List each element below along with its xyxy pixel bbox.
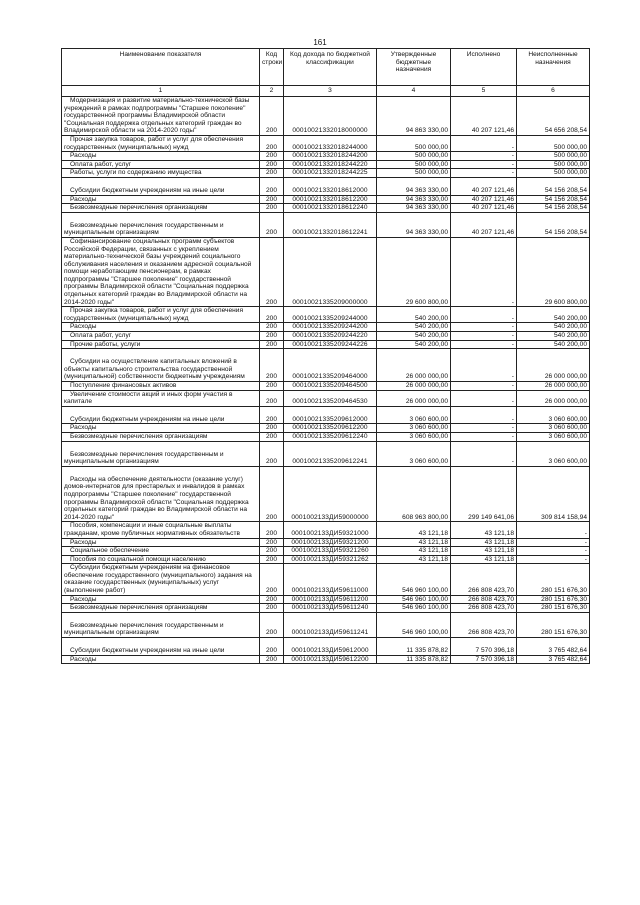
approved-amount-cell: 3 060 600,00 [377, 424, 451, 433]
table-row [62, 97, 590, 136]
unexecuted-amount-cell: 500 000,00 [517, 152, 590, 161]
table-row [62, 406, 590, 424]
budget-code-cell: 0001002133ДИ59612000 [284, 638, 377, 656]
executed-amount-cell: - [451, 332, 517, 341]
line-code-cell: 200 [260, 655, 284, 664]
executed-amount-cell: - [451, 424, 517, 433]
unexecuted-amount-cell: 29 600 800,00 [517, 237, 590, 306]
line-code-cell: 200 [260, 135, 284, 151]
budget-execution-table [61, 48, 590, 664]
indicator-name-cell [62, 152, 260, 161]
line-code-cell: 200 [260, 390, 284, 406]
unexecuted-amount-cell: 54 156 208,54 [517, 195, 590, 204]
column-number: 6 [517, 86, 590, 97]
indicator-name-text: Поступление финансовых активов [70, 382, 177, 389]
table-row [62, 522, 590, 538]
line-code-cell: 200 [260, 564, 284, 595]
unexecuted-amount-cell: 26 000 000,00 [517, 390, 590, 406]
column-number: 2 [260, 86, 284, 97]
approved-amount-cell: 3 060 600,00 [377, 432, 451, 441]
approved-amount-cell: 94 363 330,00 [377, 177, 451, 195]
approved-amount-cell: 3 060 600,00 [377, 406, 451, 424]
approved-amount-cell: 94 363 330,00 [377, 195, 451, 204]
table-header-row [62, 49, 590, 86]
budget-code-cell: 0001002133ДИ59321262 [284, 555, 377, 564]
indicator-name-cell [62, 564, 260, 595]
indicator-name-cell [62, 655, 260, 664]
line-code-cell: 200 [260, 97, 284, 136]
indicator-name-cell [62, 555, 260, 564]
unexecuted-amount-cell: 540 200,00 [517, 307, 590, 323]
executed-amount-cell: 7 570 396,18 [451, 638, 517, 656]
line-code-cell: 200 [260, 237, 284, 306]
indicator-name-text: Субсидии бюджетным учреждениям на иные цели [70, 186, 225, 194]
unexecuted-amount-cell: 3 765 482,64 [517, 638, 590, 656]
indicator-name-text: Расходы [70, 195, 97, 203]
indicator-name-cell [62, 160, 260, 169]
budget-code-cell: 00010021332018244220 [284, 160, 377, 169]
executed-amount-cell: - [451, 307, 517, 323]
indicator-name-text: Расходы [70, 323, 97, 331]
table-row [62, 204, 590, 213]
approved-amount-cell: 500 000,00 [377, 160, 451, 169]
executed-amount-cell: - [451, 323, 517, 332]
table-row [62, 349, 590, 382]
approved-amount-cell: 500 000,00 [377, 135, 451, 151]
budget-code-cell: 00010021335209464500 [284, 382, 377, 391]
budget-code-cell: 0001002133ДИ59611240 [284, 604, 377, 613]
indicator-name-cell [62, 169, 260, 178]
indicator-name-text: Расходы [70, 424, 97, 432]
indicator-name-cell [62, 323, 260, 332]
line-code-cell: 200 [260, 612, 284, 637]
header-line-code: Код строки [260, 49, 284, 86]
executed-amount-cell: - [451, 135, 517, 151]
indicator-name-text: Увеличение стоимости акций и иных форм участия в капитале [64, 390, 233, 406]
unexecuted-amount-cell: 540 200,00 [517, 323, 590, 332]
indicator-name-text: Оплата работ, услуг [70, 332, 132, 340]
table-row [62, 424, 590, 433]
line-code-cell: 200 [260, 152, 284, 161]
table-row [62, 212, 590, 237]
executed-amount-cell: - [451, 340, 517, 349]
approved-amount-cell: 500 000,00 [377, 169, 451, 178]
line-code-cell: 200 [260, 177, 284, 195]
budget-code-cell: 00010021335209244000 [284, 307, 377, 323]
indicator-name-text: Субсидии на осуществление капитальных вложений в объекты капитального строительства государственной (муниципальной) собственности бюджетным учреждениям [64, 358, 245, 381]
table-body [62, 97, 590, 664]
table-row [62, 441, 590, 466]
line-code-cell: 200 [260, 195, 284, 204]
indicator-name-text: Модернизация и развитие материально-технической базы учреждений в рамках подпрограммы "Старшее поколение" государственной программы Владимирской области "Социальная поддержка отдельных категорий граждан во Владимирской области на 2014-2020 годы" [64, 97, 250, 135]
budget-code-cell: 0001002133ДИ59611241 [284, 612, 377, 637]
budget-code-cell: 00010021335209464530 [284, 390, 377, 406]
unexecuted-amount-cell: 500 000,00 [517, 135, 590, 151]
column-number: 4 [377, 86, 451, 97]
budget-code-cell: 0001002133ДИ59611200 [284, 595, 377, 604]
column-number: 5 [451, 86, 517, 97]
approved-amount-cell: 94 363 330,00 [377, 204, 451, 213]
table-row [62, 555, 590, 564]
table-row [62, 638, 590, 656]
budget-code-cell: 0001002133ДИ59321260 [284, 547, 377, 556]
line-code-cell: 200 [260, 604, 284, 613]
approved-amount-cell: 546 960 100,00 [377, 595, 451, 604]
table-row [62, 237, 590, 306]
unexecuted-amount-cell: 26 000 000,00 [517, 382, 590, 391]
indicator-name-text: Безвозмездные перечисления организациям [70, 204, 208, 212]
executed-amount-cell: 43 121,18 [451, 547, 517, 556]
approved-amount-cell: 26 000 000,00 [377, 382, 451, 391]
line-code-cell: 200 [260, 547, 284, 556]
executed-amount-cell: 40 207 121,46 [451, 212, 517, 237]
line-code-cell: 200 [260, 638, 284, 656]
unexecuted-amount-cell: 280 151 676,30 [517, 564, 590, 595]
approved-amount-cell: 11 335 878,82 [377, 655, 451, 664]
line-code-cell: 200 [260, 406, 284, 424]
unexecuted-amount-cell: 54 156 208,54 [517, 177, 590, 195]
indicator-name-text: Расходы [70, 655, 97, 663]
table-row [62, 160, 590, 169]
table-row [62, 382, 590, 391]
table-row [62, 595, 590, 604]
approved-amount-cell: 11 335 878,82 [377, 638, 451, 656]
budget-code-cell: 00010021335209000000 [284, 237, 377, 306]
indicator-name-cell [62, 406, 260, 424]
indicator-name-cell [62, 204, 260, 213]
indicator-name-cell [62, 424, 260, 433]
executed-amount-cell: 266 808 423,70 [451, 595, 517, 604]
unexecuted-amount-cell: 54 156 208,54 [517, 204, 590, 213]
unexecuted-amount-cell: 54 656 208,54 [517, 97, 590, 136]
column-number: 3 [284, 86, 377, 97]
line-code-cell: 200 [260, 432, 284, 441]
indicator-name-cell [62, 432, 260, 441]
budget-code-cell: 00010021332018244000 [284, 135, 377, 151]
line-code-cell: 200 [260, 349, 284, 382]
budget-code-cell: 00010021335209612200 [284, 424, 377, 433]
indicator-name-text: Софинансирование социальных программ субъектов Российской Федерации, связанных с укреплением материально-технической базы учреждений социального обслуживания населения и оказанием адресной социальной помощи неработающим пенсионерам, в рамках подпрограммы "Старшее поколение" государственной программы Владимирской области "Социальная поддержка отдельных категорий граждан во Владимирской области на 2014-2020 годы" [64, 237, 252, 306]
unexecuted-amount-cell: 54 156 208,54 [517, 212, 590, 237]
indicator-name-cell [62, 237, 260, 306]
unexecuted-amount-cell: 3 060 600,00 [517, 432, 590, 441]
column-number: 1 [62, 86, 260, 97]
budget-code-cell: 00010021332018612240 [284, 204, 377, 213]
budget-code-cell: 00010021335209244226 [284, 340, 377, 349]
budget-code-cell: 00010021332018612200 [284, 195, 377, 204]
approved-amount-cell: 540 200,00 [377, 332, 451, 341]
line-code-cell: 200 [260, 160, 284, 169]
line-code-cell: 200 [260, 204, 284, 213]
approved-amount-cell: 540 200,00 [377, 323, 451, 332]
approved-amount-cell: 540 200,00 [377, 340, 451, 349]
table-row [62, 323, 590, 332]
indicator-name-text: Пособия, компенсации и иные социальные выплаты гражданам, кроме публичных нормативных обязательств [64, 522, 240, 537]
executed-amount-cell: 40 207 121,46 [451, 97, 517, 136]
executed-amount-cell: - [451, 432, 517, 441]
line-code-cell: 200 [260, 522, 284, 538]
unexecuted-amount-cell: 26 000 000,00 [517, 349, 590, 382]
line-code-cell: 200 [260, 340, 284, 349]
unexecuted-amount-cell: 280 151 676,30 [517, 604, 590, 613]
indicator-name-cell [62, 177, 260, 195]
unexecuted-amount-cell: 3 060 600,00 [517, 406, 590, 424]
table-row [62, 547, 590, 556]
indicator-name-cell [62, 612, 260, 637]
table-row [62, 332, 590, 341]
budget-code-cell: 00010021335209612240 [284, 432, 377, 441]
budget-code-cell: 00010021332018244200 [284, 152, 377, 161]
line-code-cell: 200 [260, 323, 284, 332]
table-row [62, 307, 590, 323]
approved-amount-cell: 546 960 100,00 [377, 612, 451, 637]
line-code-cell: 200 [260, 212, 284, 237]
approved-amount-cell: 608 963 800,00 [377, 466, 451, 522]
indicator-name-text: Расходы на обеспечение деятельности (оказание услуг) домов-интернатов для престарелых и инвалидов в рамках подпрограммы "Старшее поколение" государственной программы Владимирской области "Социальная поддержка отдельных категорий граждан во Владимирской области на 2014-2020 годы" [64, 475, 249, 521]
line-code-cell: 200 [260, 424, 284, 433]
executed-amount-cell: - [451, 152, 517, 161]
budget-code-cell: 00010021332018244225 [284, 169, 377, 178]
table-row [62, 135, 590, 151]
indicator-name-text: Оплата работ, услуг [70, 160, 132, 168]
table-row [62, 564, 590, 595]
line-code-cell: 200 [260, 169, 284, 178]
line-code-cell: 200 [260, 595, 284, 604]
column-number-row [62, 86, 590, 97]
executed-amount-cell: - [451, 160, 517, 169]
budget-code-cell: 00010021332018000000 [284, 97, 377, 136]
approved-amount-cell: 546 960 100,00 [377, 564, 451, 595]
executed-amount-cell: - [451, 390, 517, 406]
indicator-name-cell [62, 466, 260, 522]
header-executed: Исполнено [451, 49, 517, 86]
executed-amount-cell: 266 808 423,70 [451, 612, 517, 637]
executed-amount-cell: 40 207 121,46 [451, 195, 517, 204]
table-row [62, 604, 590, 613]
indicator-name-text: Прочая закупка товаров, работ и услуг для обеспечения государственных (муниципальных) нужд [64, 135, 244, 151]
executed-amount-cell: - [451, 349, 517, 382]
executed-amount-cell: 43 121,18 [451, 538, 517, 547]
approved-amount-cell: 43 121,18 [377, 522, 451, 538]
header-indicator-name: Наименование показателя [62, 49, 260, 86]
approved-amount-cell: 3 060 600,00 [377, 441, 451, 466]
executed-amount-cell: - [451, 169, 517, 178]
table-row [62, 195, 590, 204]
approved-amount-cell: 43 121,18 [377, 538, 451, 547]
executed-amount-cell: - [451, 382, 517, 391]
indicator-name-cell [62, 390, 260, 406]
unexecuted-amount-cell: 540 200,00 [517, 332, 590, 341]
indicator-name-cell [62, 195, 260, 204]
indicator-name-cell [62, 340, 260, 349]
indicator-name-cell [62, 638, 260, 656]
indicator-name-text: Прочая закупка товаров, работ и услуг для обеспечения государственных (муниципальных) нужд [64, 307, 244, 322]
table-row [62, 466, 590, 522]
indicator-name-text: Социальное обеспечение [70, 547, 150, 555]
header-approved: Утвержденные бюджетные назначения [377, 49, 451, 86]
approved-amount-cell: 94 363 330,00 [377, 212, 451, 237]
header-unexecuted: Неисполненные назначения [517, 49, 590, 86]
indicator-name-cell [62, 538, 260, 547]
line-code-cell: 200 [260, 538, 284, 547]
indicator-name-cell [62, 522, 260, 538]
line-code-cell: 200 [260, 382, 284, 391]
approved-amount-cell: 43 121,18 [377, 547, 451, 556]
line-code-cell: 200 [260, 332, 284, 341]
unexecuted-amount-cell: - [517, 522, 590, 538]
table-row [62, 390, 590, 406]
unexecuted-amount-cell: 500 000,00 [517, 160, 590, 169]
unexecuted-amount-cell: 500 000,00 [517, 169, 590, 178]
budget-code-cell: 00010021335209612241 [284, 441, 377, 466]
unexecuted-amount-cell: - [517, 555, 590, 564]
line-code-cell: 200 [260, 441, 284, 466]
unexecuted-amount-cell: - [517, 538, 590, 547]
indicator-name-cell [62, 307, 260, 323]
indicator-name-cell [62, 595, 260, 604]
indicator-name-text: Пособия по социальной помощи населению [70, 555, 206, 563]
executed-amount-cell: 266 808 423,70 [451, 564, 517, 595]
executed-amount-cell: 7 570 396,18 [451, 655, 517, 664]
indicator-name-cell [62, 135, 260, 151]
budget-code-cell: 00010021335209244220 [284, 332, 377, 341]
table-row [62, 340, 590, 349]
budget-code-cell: 0001002133ДИ59321000 [284, 522, 377, 538]
unexecuted-amount-cell: 309 814 158,94 [517, 466, 590, 522]
indicator-name-text: Безвозмездные перечисления государственным и муниципальным организациям [64, 221, 224, 237]
unexecuted-amount-cell: 3 060 600,00 [517, 441, 590, 466]
approved-amount-cell: 500 000,00 [377, 152, 451, 161]
unexecuted-amount-cell: 280 151 676,30 [517, 612, 590, 637]
executed-amount-cell: 40 207 121,46 [451, 204, 517, 213]
unexecuted-amount-cell: 3 060 600,00 [517, 424, 590, 433]
table-row [62, 152, 590, 161]
indicator-name-text: Безвозмездные перечисления организациям [70, 432, 208, 440]
table-row [62, 655, 590, 664]
indicator-name-cell [62, 547, 260, 556]
page-number: 161 [313, 38, 327, 47]
table-row [62, 177, 590, 195]
table-row [62, 169, 590, 178]
table-row [62, 538, 590, 547]
indicator-name-cell [62, 97, 260, 136]
approved-amount-cell: 94 863 330,00 [377, 97, 451, 136]
budget-code-cell: 00010021335209244200 [284, 323, 377, 332]
budget-code-cell: 00010021335209464000 [284, 349, 377, 382]
indicator-name-text: Безвозмездные перечисления организациям [70, 604, 208, 612]
unexecuted-amount-cell: 540 200,00 [517, 340, 590, 349]
approved-amount-cell: 43 121,18 [377, 555, 451, 564]
budget-code-cell: 00010021332018612000 [284, 177, 377, 195]
executed-amount-cell: - [451, 237, 517, 306]
budget-code-cell: 0001002133ДИ59000000 [284, 466, 377, 522]
line-code-cell: 200 [260, 555, 284, 564]
approved-amount-cell: 540 200,00 [377, 307, 451, 323]
budget-code-cell: 0001002133ДИ59611000 [284, 564, 377, 595]
executed-amount-cell: 43 121,18 [451, 555, 517, 564]
executed-amount-cell: 40 207 121,46 [451, 177, 517, 195]
executed-amount-cell: 43 121,18 [451, 522, 517, 538]
executed-amount-cell: - [451, 406, 517, 424]
unexecuted-amount-cell: - [517, 547, 590, 556]
line-code-cell: 200 [260, 466, 284, 522]
approved-amount-cell: 29 600 800,00 [377, 237, 451, 306]
approved-amount-cell: 546 960 100,00 [377, 604, 451, 613]
indicator-name-cell [62, 604, 260, 613]
table-row [62, 432, 590, 441]
indicator-name-text: Расходы [70, 538, 97, 546]
indicator-name-cell [62, 332, 260, 341]
indicator-name-cell [62, 349, 260, 382]
executed-amount-cell: 266 808 423,70 [451, 604, 517, 613]
indicator-name-text: Безвозмездные перечисления государственным и муниципальным организациям [64, 450, 224, 466]
budget-code-cell: 00010021335209612000 [284, 406, 377, 424]
unexecuted-amount-cell: 280 151 676,30 [517, 595, 590, 604]
indicator-name-text: Расходы [70, 152, 97, 160]
indicator-name-text: Субсидии бюджетным учреждениям на иные цели [70, 647, 225, 655]
indicator-name-text: Субсидии бюджетным учреждениям на иные цели [70, 415, 225, 423]
indicator-name-cell [62, 212, 260, 237]
indicator-name-text: Субсидии бюджетным учреждениям на финансовое обеспечение государственного (муниципального) задания на оказание государственных (муниципальных) услуг (выполнение работ) [64, 564, 252, 595]
indicator-name-cell [62, 382, 260, 391]
indicator-name-text: Прочие работы, услуги [70, 340, 141, 348]
unexecuted-amount-cell: 3 765 482,64 [517, 655, 590, 664]
executed-amount-cell: 299 149 641,06 [451, 466, 517, 522]
indicator-name-text: Работы, услуги по содержанию имущества [70, 169, 202, 177]
budget-code-cell: 00010021332018612241 [284, 212, 377, 237]
budget-code-cell: 0001002133ДИ59612200 [284, 655, 377, 664]
indicator-name-text: Безвозмездные перечисления государственным и муниципальным организациям [64, 621, 224, 637]
indicator-name-text: Расходы [70, 595, 97, 603]
indicator-name-cell [62, 441, 260, 466]
line-code-cell: 200 [260, 307, 284, 323]
table-row [62, 612, 590, 637]
executed-amount-cell: - [451, 441, 517, 466]
budget-code-cell: 0001002133ДИ59321200 [284, 538, 377, 547]
approved-amount-cell: 26 000 000,00 [377, 390, 451, 406]
approved-amount-cell: 26 000 000,00 [377, 349, 451, 382]
header-budget-code: Код дохода по бюджетной классификации [284, 49, 377, 86]
